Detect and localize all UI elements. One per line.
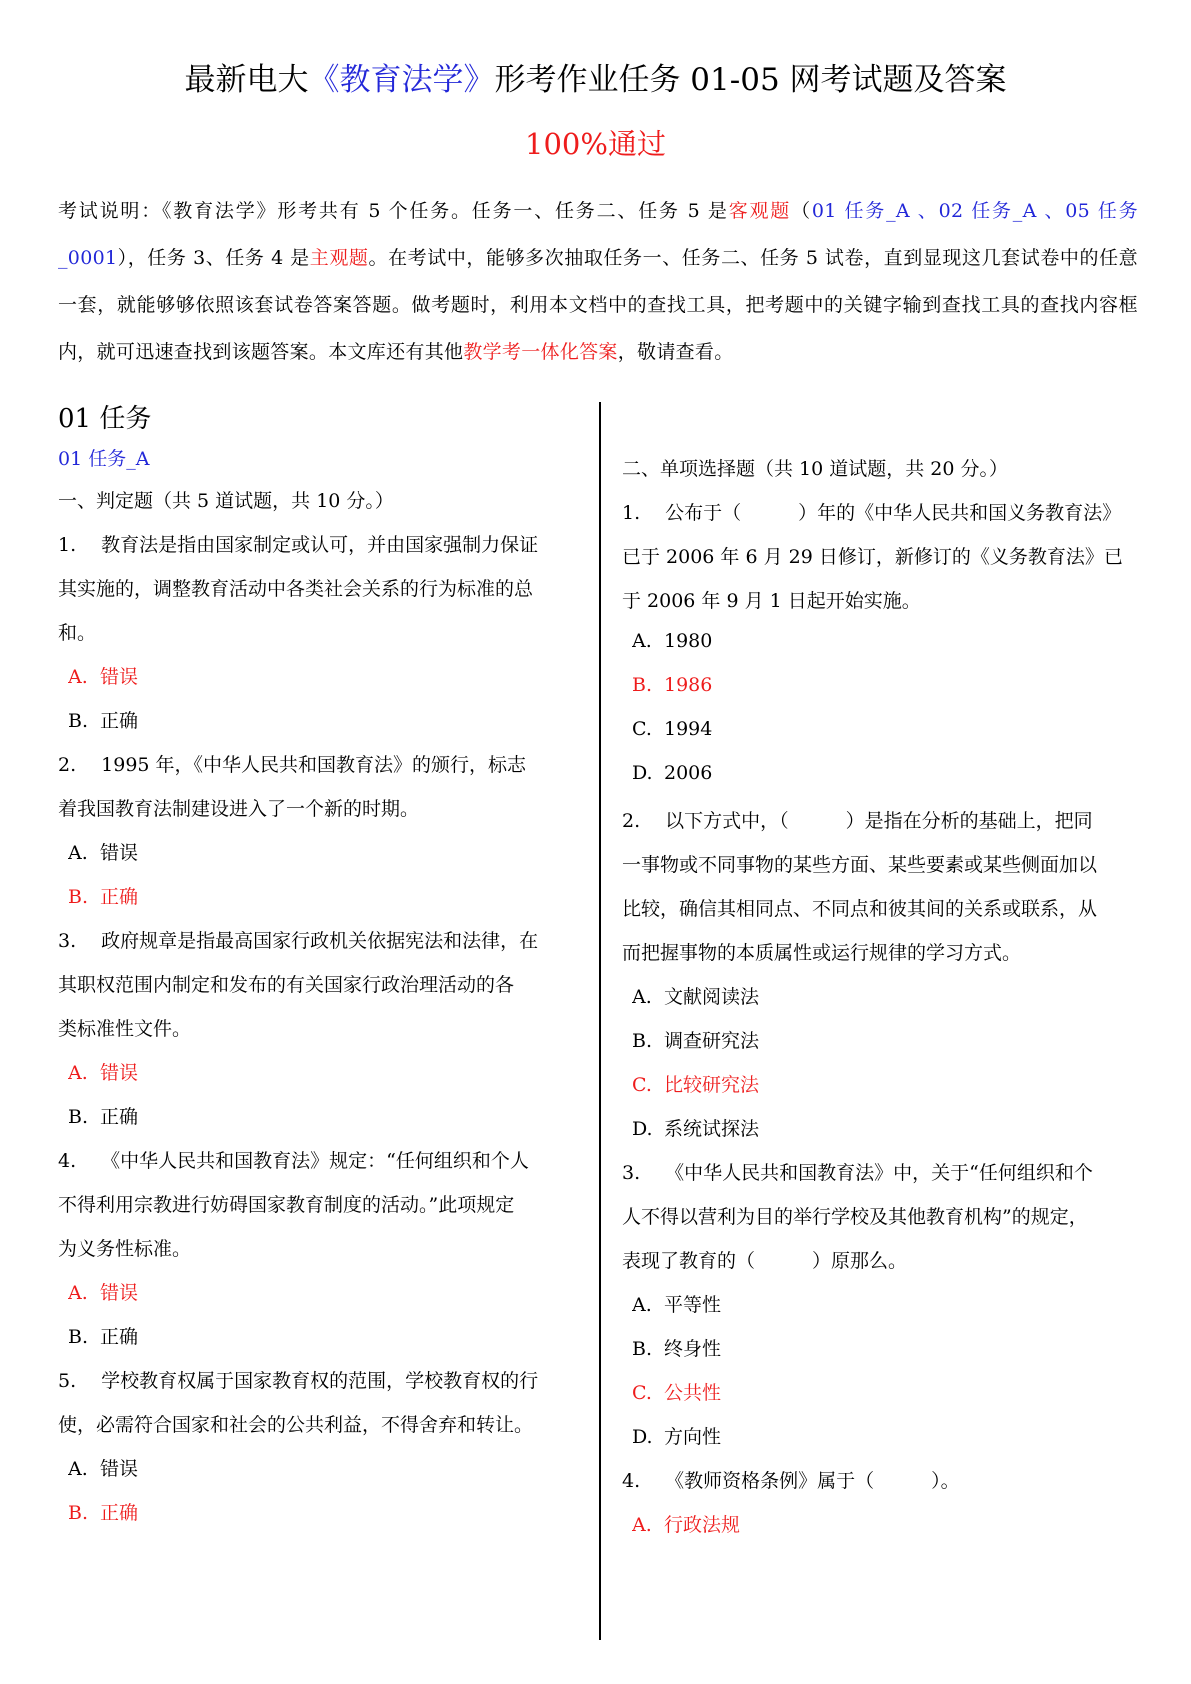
question-text: 4. 《教师资格条例》属于（ ）。 [622,1470,960,1492]
part-heading: 一、判定题（共 5 道试题，共 10 分。） [58,490,394,512]
option-text: 平等性 [664,1294,722,1316]
option-letter: A. [632,986,652,1008]
question-text: 5. 学校教育权属于国家教育权的范围，学校教育权的行 [58,1370,539,1392]
question-text: 已于 2006 年 6 月 29 日修订，新修订的《义务教育法》已 [622,546,1123,568]
question-text: 使，必需符合国家和社会的公共利益，不得舍弃和转让。 [58,1414,534,1436]
option-letter: B. [68,886,89,908]
option [68,1102,590,1129]
option-letter: D. [632,1426,653,1448]
option-letter: A. [68,666,88,688]
option-letter: B. [68,1326,89,1348]
objective-task-list: 01 任务_A 、02 任务_A 、05 任务_0001 [58,200,1138,269]
option [68,706,590,733]
part-heading: 二、单项选择题（共 10 道试题，共 20 分。） [622,458,1009,480]
question-text: 4. 《中华人民共和国教育法》规定：“任何组织和个人 [58,1150,529,1172]
title-suffix: 形考作业任务 01-05 网考试题及答案 [494,62,1007,98]
option-text: 1980 [664,630,713,652]
question-text: 不得利用宗教进行妨碍国家教育制度的活动。”此项规定 [58,1194,515,1216]
question-text: 2. 以下方式中，（ ）是指在分析的基础上，把同 [622,810,1093,832]
option-text: 正确 [100,1106,139,1128]
option-letter: A. [632,630,652,652]
option-text: 1994 [664,718,713,740]
option-text: 方向性 [664,1426,722,1448]
question-text: 于 2006 年 9 月 1 日起开始实施。 [622,590,921,612]
option-text: 比较研究法 [664,1074,760,1096]
option [632,1026,1152,1053]
option-text: 2006 [664,762,713,784]
option-text: 终身性 [664,1338,722,1360]
question-text: 其职权范围内制定和发布的有关国家行政治理活动的各 [58,974,515,996]
intro-text: 考试说明：《教育法学》形考共有 5 个任务。任务一、任务二、任务 5 是 [58,200,729,222]
option-text: 行政法规 [664,1514,741,1536]
option [632,1290,1152,1317]
title-book-name: 《教育法学》 [308,62,495,98]
option-letter: A. [632,1294,652,1316]
option-correct [632,1070,1152,1097]
option-letter: D. [632,1118,653,1140]
intro-text: ，敬请查看。 [617,341,734,363]
option [632,762,1152,784]
option-letter: B. [68,710,89,732]
option-letter: D. [632,762,653,784]
title-prefix: 最新电大 [184,62,309,98]
task-subtitle: 01 任务_A [58,448,150,470]
option-letter: C. [632,1074,652,1096]
option-correct [68,1058,590,1085]
document-title [0,58,1191,102]
option-text: 调查研究法 [664,1030,760,1052]
option [632,718,1152,740]
option-correct [68,662,590,689]
section-title: 01 任务 [58,404,152,434]
option-correct [632,1378,1152,1405]
question-text: 和。 [58,622,97,644]
option-correct [632,674,1152,696]
option [632,982,1152,1009]
option-correct [68,882,590,909]
option-correct [68,1278,590,1305]
option [68,1454,590,1481]
answers-link[interactable]: 教学考一体化答案 [463,341,618,363]
subjective-label: 主观题 [309,247,369,269]
question-text: 1. 教育法是指由国家制定或认可，并由国家强制力保证 [58,534,539,556]
option [632,1422,1152,1449]
option [68,1322,590,1349]
option-text: 正确 [100,710,139,732]
option-text: 正确 [100,1502,139,1524]
question-text: 表现了教育的（ ）原那么。 [622,1250,908,1272]
question-text: 3. 《中华人民共和国教育法》中，关于“任何组织和个 [622,1162,1093,1184]
question-text: 3. 政府规章是指最高国家行政机关依据宪法和法律，在 [58,930,539,952]
option-text: 公共性 [664,1382,722,1404]
column-divider [599,402,601,1640]
option [632,630,1152,652]
intro-text: ），任务 3、任务 4 是 [117,247,310,269]
option-letter: A. [68,842,88,864]
option-correct [68,1498,590,1525]
question-text: 一事物或不同事物的某些方面、某些要素或某些侧面加以 [622,854,1098,876]
option-letter: A. [68,1458,88,1480]
intro-text: （ [791,200,812,222]
option-letter: B. [68,1502,89,1524]
option-text: 正确 [100,1326,139,1348]
option-letter: C. [632,718,652,740]
question-text: 其实施的，调整教育活动中各类社会关系的行为标准的总 [58,578,534,600]
option-letter: B. [632,1030,653,1052]
question-text: 比较，确信其相同点、不同点和彼其间的关系或联系，从 [622,898,1098,920]
option-letter: B. [632,674,653,696]
option-letter: C. [632,1382,652,1404]
question-text: 人不得以营利为目的举行学校及其他教育机构”的规定， [622,1206,1088,1228]
question-text: 而把握事物的本质属性或运行规律的学习方式。 [622,942,1022,964]
option-correct [632,1510,1152,1537]
question-text: 类标准性文件。 [58,1018,192,1040]
question-text: 着我国教育法制建设进入了一个新的时期。 [58,798,420,820]
intro-text: 。在考试中，能够多次抽取任务一、任务二、任务 5 试卷，直到显现这几套试卷中的任意一套，就能够够依照该套试卷答案答题。做考题时，利用本文档中的查找工具，把考题中的关键字输到查找工具的查找内容框内，就可迅速查找到该题答案。本文库还有其他 [58,247,1138,363]
exam-instructions [58,188,1138,376]
option-text: 系统试探法 [664,1118,760,1140]
option-text: 错误 [100,1282,139,1304]
option-text: 错误 [100,842,139,864]
objective-label: 客观题 [728,200,792,222]
option-text: 错误 [100,1458,139,1480]
option-text: 错误 [100,1062,139,1084]
option-letter: B. [68,1106,89,1128]
question-text: 1. 公布于（ ）年的《中华人民共和国义务教育法》 [622,502,1122,524]
option-text: 1986 [664,674,713,696]
option-text: 正确 [100,886,139,908]
document-subtitle: 100%通过 [525,127,666,161]
option-letter: A. [632,1514,652,1536]
option-letter: A. [68,1062,88,1084]
option-letter: B. [632,1338,653,1360]
question-text: 2. 1995 年，《中华人民共和国教育法》的颁行，标志 [58,754,527,776]
question-text: 为义务性标准。 [58,1238,192,1260]
option [68,838,590,865]
option-text: 文献阅读法 [664,986,760,1008]
option [632,1114,1152,1141]
option-letter: A. [68,1282,88,1304]
option [632,1334,1152,1361]
option-text: 错误 [100,666,139,688]
